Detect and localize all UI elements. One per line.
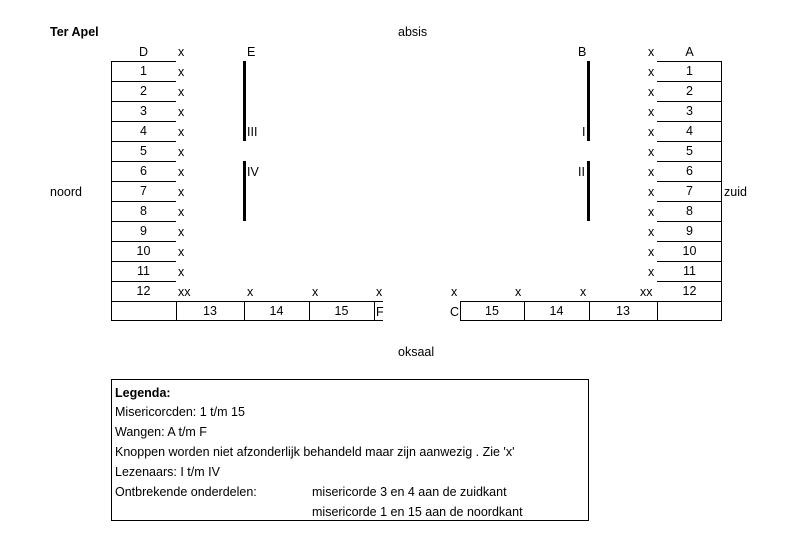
- misericorde-north-4: 4: [140, 124, 147, 138]
- wang-b-label: B: [578, 45, 587, 59]
- misericorde-north-14: 14: [269, 304, 284, 318]
- knop-mark: x: [451, 285, 458, 299]
- south-header: A: [685, 45, 694, 59]
- legend-line-lezenaars: Lezenaars: I t/m IV: [115, 465, 220, 479]
- lezenaar-ii-bar: [587, 161, 590, 221]
- knop-mark: x: [515, 285, 522, 299]
- knop-mark: x: [648, 225, 655, 239]
- misericorde-north-12: 12: [136, 284, 151, 298]
- knop-mark: x: [648, 205, 655, 219]
- page-title: Ter Apel: [50, 25, 99, 39]
- misericorde-north-15: 15: [334, 304, 349, 318]
- legend-missing-north: misericorde 1 en 15 aan de noordkant: [312, 505, 523, 519]
- label-oksaal: oksaal: [398, 345, 435, 359]
- misericorde-south-3: 3: [686, 104, 693, 118]
- knop-mark-double: xx: [640, 285, 653, 299]
- misericorde-north-1: 1: [140, 64, 147, 78]
- legend-missing-label: Ontbrekende onderdelen:: [115, 485, 257, 499]
- knop-mark: x: [648, 45, 655, 59]
- lezenaar-iv-label: IV: [247, 165, 259, 179]
- knop-mark: x: [648, 165, 655, 179]
- knop-mark: x: [178, 165, 185, 179]
- misericorde-south-5: 5: [686, 144, 693, 158]
- misericorde-north-11: 11: [137, 264, 150, 278]
- lezenaar-iv-bar: [243, 161, 246, 221]
- legend-heading: Legenda:: [115, 386, 171, 400]
- knop-mark: x: [648, 145, 655, 159]
- knop-mark: x: [648, 105, 655, 119]
- knop-mark: x: [648, 65, 655, 79]
- misericorde-north-8: 8: [140, 204, 147, 218]
- knop-mark: x: [648, 265, 655, 279]
- misericorde-south-8: 8: [686, 204, 693, 218]
- lezenaar-i-label: I: [582, 125, 586, 139]
- wang-f-label: F: [376, 305, 384, 319]
- knop-mark: x: [648, 125, 655, 139]
- wang-e-label: E: [247, 45, 256, 59]
- misericorde-north-3: 3: [140, 104, 147, 118]
- label-noord: noord: [50, 185, 82, 199]
- wang-c-label: C: [450, 305, 460, 319]
- legend-line-wangen: Wangen: A t/m F: [115, 425, 207, 439]
- knop-mark: x: [178, 145, 185, 159]
- knop-mark: x: [376, 285, 383, 299]
- lezenaar-ii-label: II: [578, 165, 585, 179]
- misericorde-north-6: 6: [140, 164, 147, 178]
- knop-mark: x: [312, 285, 319, 299]
- legend-line-misericorden: Misericorcden: 1 t/m 15: [115, 405, 245, 419]
- lezenaar-i-bar: [587, 61, 590, 141]
- legend-box: [111, 379, 589, 521]
- knop-mark-double: xx: [178, 285, 191, 299]
- label-zuid: zuid: [724, 185, 747, 199]
- misericorde-north-10: 10: [136, 244, 151, 258]
- misericorde-south-15: 15: [485, 304, 499, 318]
- misericorde-south-14: 14: [549, 304, 564, 318]
- misericorde-south-6: 6: [686, 164, 693, 178]
- misericorde-north-7: 7: [140, 184, 147, 198]
- legend-missing-south: misericorde 3 en 4 aan de zuidkant: [312, 485, 507, 499]
- knop-mark: x: [178, 205, 185, 219]
- knop-mark: x: [178, 65, 185, 79]
- knop-mark: x: [580, 285, 587, 299]
- lezenaar-iii-bar: [243, 61, 246, 141]
- lezenaar-iii-label: III: [247, 125, 258, 139]
- misericorde-south-9: 9: [686, 224, 693, 238]
- misericorde-south-11: 11: [683, 264, 696, 278]
- knop-mark: x: [178, 225, 185, 239]
- knop-mark: x: [178, 45, 185, 59]
- misericorde-north-13: 13: [203, 304, 217, 318]
- knop-mark: x: [247, 285, 254, 299]
- knop-mark: x: [178, 265, 185, 279]
- knop-mark: x: [178, 105, 185, 119]
- knop-mark: x: [648, 85, 655, 99]
- misericorde-south-1: 1: [686, 64, 693, 78]
- misericorde-north-9: 9: [140, 224, 147, 238]
- knop-mark: x: [648, 185, 655, 199]
- misericorde-south-7: 7: [686, 184, 693, 198]
- label-absis: absis: [398, 25, 428, 39]
- legend-line-knoppen: Knoppen worden niet afzonderlijk behandeld maar zijn aanwezig . Zie 'x': [115, 445, 515, 459]
- misericorde-south-12: 12: [682, 284, 697, 298]
- misericorde-south-4: 4: [686, 124, 693, 138]
- knop-mark: x: [178, 85, 185, 99]
- knop-mark: x: [178, 185, 185, 199]
- knop-mark: x: [178, 245, 185, 259]
- misericorde-north-2: 2: [140, 84, 147, 98]
- misericorde-north-5: 5: [140, 144, 147, 158]
- north-header: D: [138, 45, 149, 59]
- knop-mark: x: [648, 245, 655, 259]
- misericorde-south-10: 10: [682, 244, 697, 258]
- misericorde-south-2: 2: [686, 84, 693, 98]
- misericorde-south-13: 13: [616, 304, 630, 318]
- knop-mark: x: [178, 125, 185, 139]
